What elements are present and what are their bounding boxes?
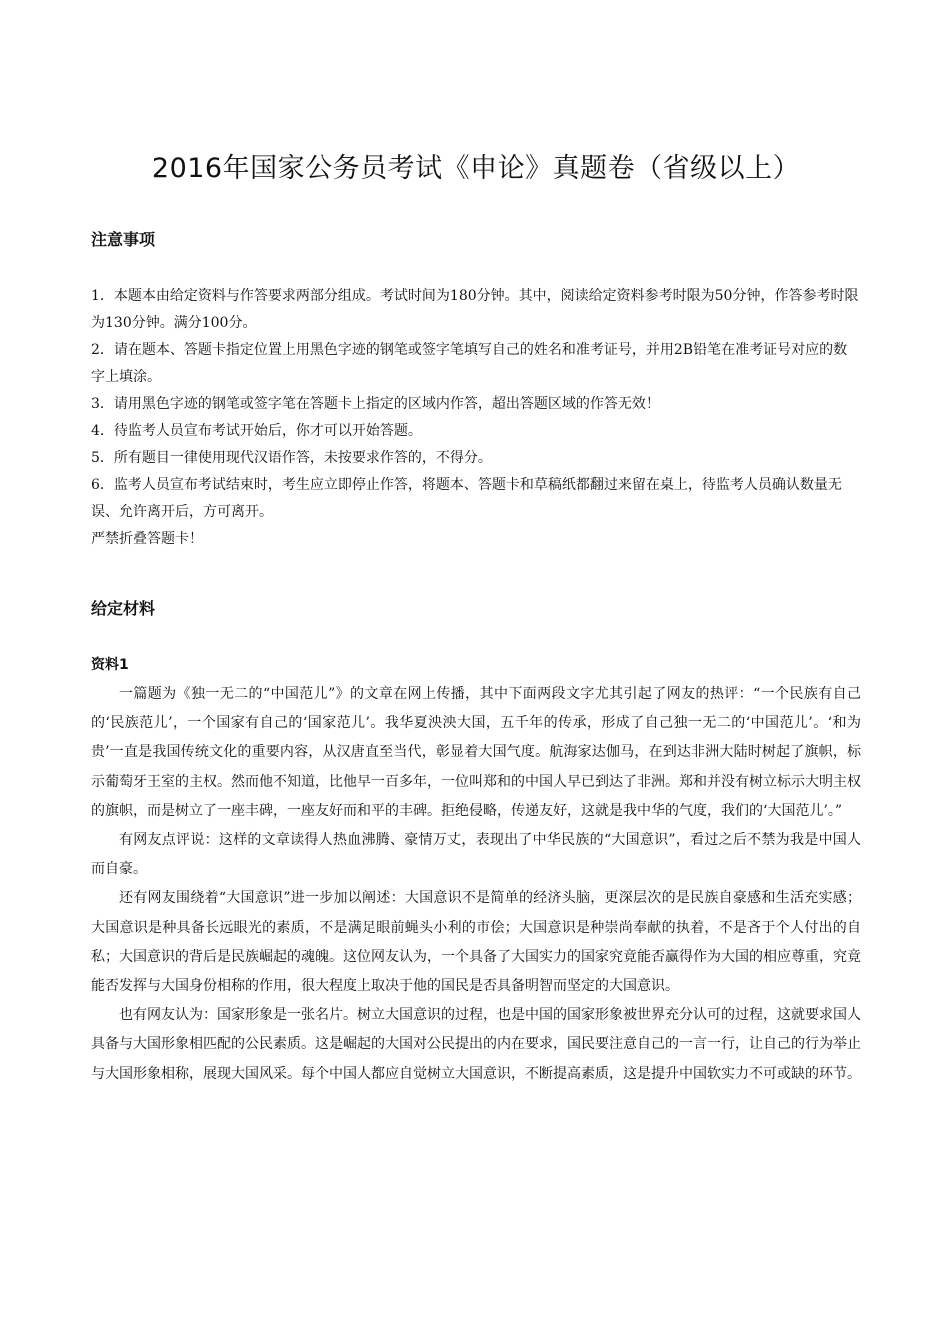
notice-item: 6．监考人员宣布考试结束时，考生应立即停止作答，将题本、答题卡和草稿纸都翻过来留在桌上，待监考人员确认数量无误、允许离开后，方可离开。 — [91, 477, 842, 520]
material-body — [91, 680, 861, 1089]
notice-item: 4．待监考人员宣布考试开始后，你才可以开始答题。 — [91, 423, 422, 439]
notice-item: 1．本题本由给定资料与作答要求两部分组成。考试时间为180分钟。其中，阅读给定资料参考时限为50分钟，作答参考时限为130分钟。满分100分。 — [91, 288, 859, 331]
material-paragraph: 还有网友围绕着“大国意识”进一步加以阐述：大国意识不是简单的经济头脑，更深层次的是民族自豪感和生活充实感；大国意识是种具备长远眼光的素质，不是满足眼前蝇头小利的市侩；大国意识是种崇尚奉献的执着，不是吝于个人付出的自私；大国意识的背后是民族崛起的魂魄。这位网友认为，一个具备了大国实力的国家究竟能否赢得作为大国的相应尊重，究竟能否发挥与大国身份相称的作用，很大程度上取决于他的国民是否具备明智而坚定的大国意识。 — [91, 890, 861, 995]
material-paragraph: 也有网友认为：国家形象是一张名片。树立大国意识的过程，也是中国的国家形象被世界充分认可的过程，这就要求国人具备与大国形象相匹配的公民素质。这是崛起的大国对公民提出的内在要求，国民要注意自己的一言一行，让自己的行为举止与大国形象相称，展现大国风采。每个中国人都应自觉树立大国意识，不断提高素质，这是提升中国软实力不可或缺的环节。 — [91, 1007, 861, 1082]
notice-item: 5．所有题目一律使用现代汉语作答，未按要求作答的，不得分。 — [91, 450, 492, 466]
materials-heading: 给定材料 — [91, 599, 156, 618]
notice-item: 3．请用黑色字迹的钢笔或签字笔在答题卡上指定的区域内作答，超出答题区域的作答无效！ — [91, 396, 660, 412]
material-paragraph: 一篇题为《独一无二的“中国范儿”》的文章在网上传播，其中下面两段文字尤其引起了网友的热评：“一个民族有自己的‘民族范儿’，一个国家有自己的‘国家范儿’。我华夏泱泱大国，五千年的传承，形成了自己独一无二的‘中国范儿’。‘和为贵’一直是我国传统文化的重要内容，从汉唐直至当代，彰显着大国气度。航海家达伽马，在到达非洲大陆时树起了旗帜，标示葡萄牙王室的主权。然而他不知道，比他早一百多年，一位叫郑和的中国人早已到达了非洲。郑和并没有树立标示大明主权的旗帜，而是树立了一座丰碑，一座友好而和平的丰碑。拒绝侵略，传递友好，这就是我中华的气度，我们的‘大国范儿’。” — [91, 686, 861, 819]
material-paragraph: 有网友点评说：这样的文章读得人热血沸腾、豪情万丈，表现出了中华民族的“大国意识”，看过之后不禁为我是中国人而自豪。 — [91, 832, 861, 878]
material-section-title: 资料1 — [91, 657, 129, 673]
notice-item: 2．请在题本、答题卡指定位置上用黑色字迹的钢笔或签字笔填写自己的姓名和准考证号，并用2B铅笔在准考证号对应的数字上填涂。 — [91, 342, 848, 385]
notice-warning: 严禁折叠答题卡！ — [91, 531, 203, 547]
notice-list — [91, 283, 861, 553]
document-title: 2016年国家公务员考试《申论》真题卷（省级以上） — [151, 153, 801, 184]
notice-heading: 注意事项 — [91, 230, 156, 249]
